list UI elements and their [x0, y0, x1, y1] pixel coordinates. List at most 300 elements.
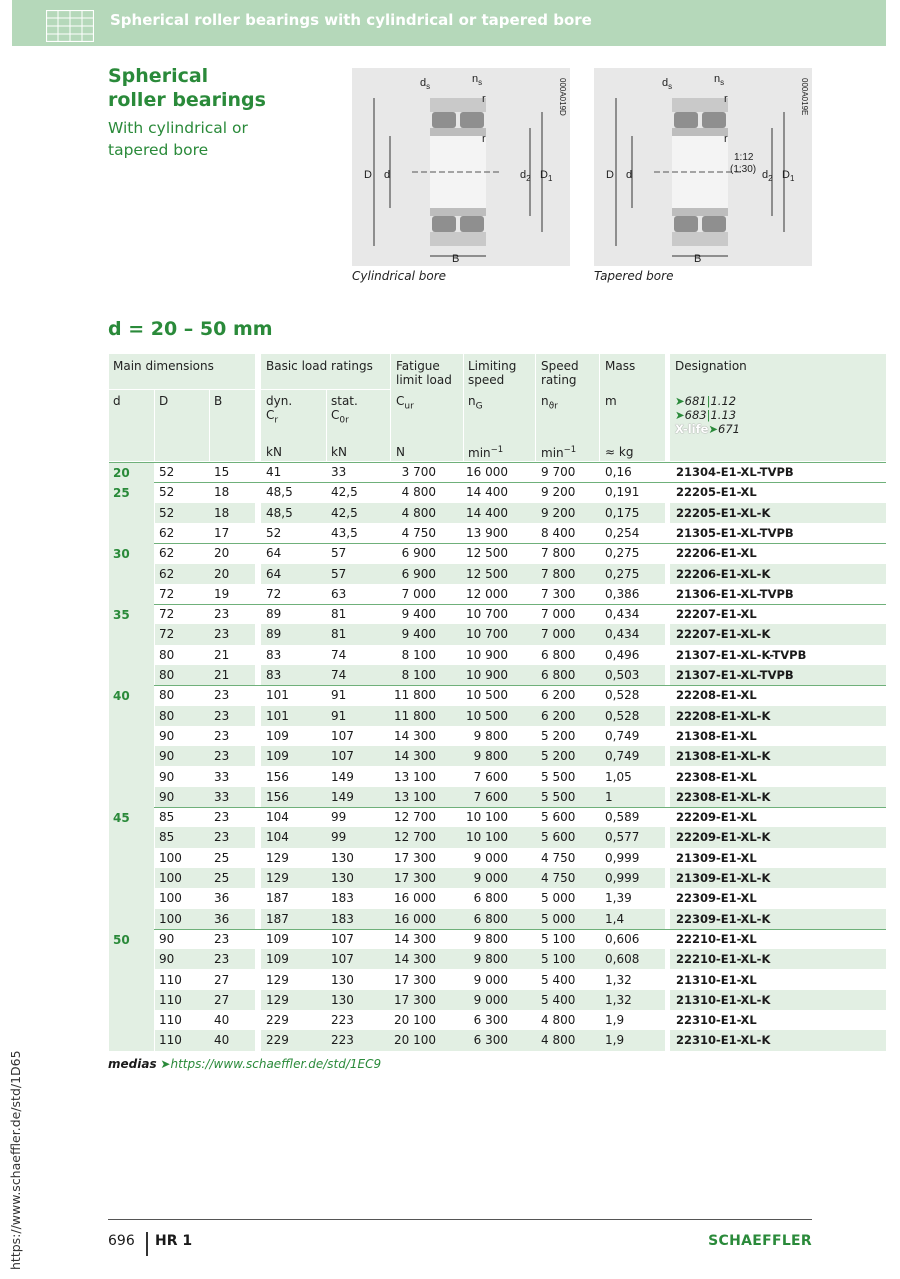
arrow-icon: ➤	[675, 394, 685, 408]
header-col-divider	[535, 354, 536, 461]
table-cell: 0,503	[605, 668, 640, 682]
svg-text:d2: $d_2$	[762, 169, 773, 183]
table-cell: 109	[266, 728, 289, 743]
table-cell: 12 000	[466, 586, 508, 601]
table-cell: 52	[159, 465, 175, 479]
table-cell: 0,434	[605, 627, 640, 642]
svg-text:d: d	[384, 169, 391, 181]
table-cell: 149	[331, 769, 354, 784]
table-cell: 90	[159, 769, 175, 784]
table-cell: 0,191	[605, 485, 640, 500]
ref-683: 683	[684, 408, 707, 422]
table-cell: 129	[266, 992, 289, 1007]
symbol-cur-main: C	[396, 394, 405, 408]
table-cell: 74	[331, 647, 347, 662]
table-cell: 129	[266, 850, 289, 865]
table-cell: 12 500	[466, 546, 508, 561]
figure-cylindrical-bore	[352, 68, 570, 266]
table-cell: 16 000	[394, 911, 436, 926]
d-group-cell	[109, 482, 154, 543]
svg-text:ns: $n_s$	[714, 73, 725, 87]
table-cell: 1,05	[605, 769, 632, 784]
table-cell: 27	[214, 972, 230, 987]
table-cell: 0,608	[605, 952, 640, 967]
table-cell: 101	[266, 708, 289, 723]
table-cell: 63	[331, 586, 347, 601]
table-cell: 23	[214, 810, 230, 825]
table-cell: 1,32	[605, 992, 632, 1007]
table-cell: 129	[266, 972, 289, 987]
table-cell: 7 800	[541, 546, 576, 561]
table-cell: 10 900	[466, 668, 508, 682]
table-cell: 0,528	[605, 688, 640, 703]
designation-references	[675, 394, 740, 436]
symbol-ng	[468, 394, 483, 413]
symbol-ng-main: n	[468, 394, 476, 408]
table-cell: 99	[331, 830, 347, 845]
designation-cell: 22206-E1-XL-K	[676, 566, 771, 581]
table-cell: 5 100	[541, 952, 576, 967]
unit-kg: ≈ kg	[605, 445, 634, 459]
caption-tapered: Tapered bore	[594, 269, 674, 283]
designation-cell: 22310-E1-XL-K	[676, 1033, 771, 1048]
table-cell: 11 800	[394, 708, 436, 723]
table-cell: 27	[214, 992, 230, 1007]
designation-cell: 22308-E1-XL-K	[676, 789, 771, 804]
table-cell: 6 900	[401, 566, 436, 581]
header-fatigue-line-1: Fatigue	[396, 359, 440, 373]
unit-kn-dyn: kN	[266, 445, 282, 459]
table-cell: 17 300	[394, 992, 436, 1007]
svg-text:d2: $d_2$	[520, 169, 531, 183]
designation-cell: 22207-E1-XL	[676, 607, 757, 622]
d-group-label: 25	[113, 486, 130, 501]
table-cell: 183	[331, 891, 354, 906]
designation-cell: 21310-E1-XL-K	[676, 992, 771, 1007]
designation-cell: 21309-E1-XL	[676, 850, 757, 865]
table-cell: 9 200	[541, 505, 576, 520]
table-cell: 8 100	[401, 668, 436, 682]
table-cell: 7 300	[541, 586, 576, 601]
table-cell: 36	[214, 891, 230, 906]
table-cell: 72	[159, 586, 175, 601]
table-cell: 17 300	[394, 972, 436, 987]
header-col-divider	[209, 389, 210, 461]
symbol-c0r-sub: 0r	[339, 415, 349, 426]
table-cell: 17	[214, 525, 230, 540]
page-subtitle	[108, 117, 248, 161]
table-cell: 85	[159, 810, 175, 825]
table-cell: 183	[331, 911, 354, 926]
table-cell: 5 000	[541, 891, 576, 906]
table-cell: 33	[214, 769, 230, 784]
table-cell: 0,999	[605, 850, 640, 865]
header-limiting-line-1: Limiting	[468, 359, 517, 373]
group-divider	[109, 543, 886, 544]
table-cell: 13 900	[466, 525, 508, 540]
table-cell: 43,5	[331, 525, 358, 540]
ref-681: 681	[684, 394, 707, 408]
designation-cell: 22205-E1-XL-K	[676, 505, 771, 520]
table-cell: 0,577	[605, 830, 640, 845]
table-cell: 223	[331, 1013, 354, 1028]
designation-cell: 21309-E1-XL-K	[676, 871, 771, 885]
table-cell: 7 800	[541, 566, 576, 581]
svg-text:B: B	[694, 253, 702, 265]
table-cell: 10 100	[466, 830, 508, 845]
table-cell: 1,32	[605, 972, 632, 987]
designation-cell: 22309-E1-XL-K	[676, 911, 771, 926]
unit-min-speed	[541, 443, 576, 460]
table-cell: 4 750	[541, 850, 576, 865]
symbol-stat-label: stat.	[331, 394, 358, 408]
ref-divider: |	[706, 408, 711, 422]
svg-text:000A019E: 000A019E	[800, 78, 809, 116]
table-cell: 109	[266, 749, 289, 764]
table-cell: 80	[159, 688, 175, 703]
unit-kn-stat: kN	[331, 445, 347, 459]
symbol-m: m	[605, 394, 617, 408]
header-speed-rating	[541, 359, 579, 387]
table-cell: 80	[159, 647, 175, 662]
symbol-nthr	[541, 394, 558, 413]
table-cell: 5 500	[541, 789, 576, 804]
footer-section: HR 1	[155, 1233, 193, 1249]
d-group-cell	[109, 807, 154, 929]
table-cell: 16 000	[466, 465, 508, 479]
d-group-label: 45	[113, 811, 130, 826]
table-cell: 23	[214, 708, 230, 723]
table-cell: 1	[605, 789, 613, 804]
table-cell: 229	[266, 1033, 289, 1048]
table-cell: 7 000	[401, 586, 436, 601]
table-cell: 9 800	[473, 728, 508, 743]
ref-divider: |	[706, 394, 711, 408]
group-divider	[109, 462, 886, 463]
table-cell: 23	[214, 728, 230, 743]
symbol-cr-sub: r	[274, 415, 279, 426]
svg-text:d: d	[626, 169, 633, 181]
table-cell: 62	[159, 525, 175, 540]
table-cell: 100	[159, 850, 182, 865]
symbol-B: B	[214, 394, 223, 408]
medias-url[interactable]: https://www.schaeffler.de/std/1EC9	[170, 1057, 382, 1071]
table-cell: 4 800	[541, 1033, 576, 1048]
table-cell: 9 400	[401, 607, 436, 622]
designation-cell: 22208-E1-XL-K	[676, 708, 771, 723]
table-cell: 130	[331, 972, 354, 987]
svg-text:000A019D: 000A019D	[558, 78, 567, 116]
designation-cell: 22209-E1-XL	[676, 810, 757, 825]
table-cell: 5 400	[541, 972, 576, 987]
table-cell: 3 700	[401, 465, 436, 479]
table-cell: 0,589	[605, 810, 640, 825]
header-col-divider	[326, 389, 327, 461]
table-cell: 107	[331, 931, 354, 946]
table-cell: 1,39	[605, 891, 632, 906]
table-cell: 10 100	[466, 810, 508, 825]
table-cell: 91	[331, 688, 347, 703]
medias-link[interactable]	[108, 1057, 381, 1071]
table-cell: 9 400	[401, 627, 436, 642]
svg-text:ds: $d_s$	[662, 77, 673, 91]
table-cell: 110	[159, 1033, 182, 1048]
table-cell: 7 000	[541, 607, 576, 622]
unit-exp-1: −1	[490, 445, 504, 455]
table-cell: 42,5	[331, 485, 358, 500]
table-cell: 12 700	[394, 830, 436, 845]
page-title-line-2: roller bearings	[108, 89, 266, 111]
page-title-line-1: Spherical	[108, 65, 209, 87]
table-cell: 7 600	[473, 789, 508, 804]
table-cell: 130	[331, 992, 354, 1007]
table-cell: 110	[159, 972, 182, 987]
table-cell: 5 200	[541, 749, 576, 764]
table-cell: 8 100	[401, 647, 436, 662]
table-cell: 101	[266, 688, 289, 703]
table-cell: 5 400	[541, 992, 576, 1007]
designation-cell: 21307-E1-XL-TVPB	[676, 668, 794, 682]
table-cell: 17 300	[394, 850, 436, 865]
table-cell: 62	[159, 546, 175, 561]
designation-cell: 21306-E1-XL-TVPB	[676, 586, 794, 601]
table-cell: 23	[214, 688, 230, 703]
table-cell: 4 750	[401, 525, 436, 540]
symbol-cur	[396, 394, 414, 413]
table-cell: 5 500	[541, 769, 576, 784]
table-cell: 14 300	[394, 749, 436, 764]
svg-text:ns: $n_s$	[472, 73, 483, 87]
group-divider	[109, 929, 886, 930]
table-cell: 80	[159, 708, 175, 723]
table-cell: 107	[331, 728, 354, 743]
table-cell: 33	[331, 465, 347, 479]
table-cell: 14 300	[394, 931, 436, 946]
table-cell: 4 800	[401, 505, 436, 520]
table-cell: 42,5	[331, 505, 358, 520]
table-cell: 14 400	[466, 505, 508, 520]
d-group-cell	[109, 929, 154, 1051]
footer-rule	[108, 1219, 812, 1220]
header-limiting-line-2: speed	[468, 373, 505, 387]
table-cell: 14 300	[394, 728, 436, 743]
svg-text:(1:30): (1:30)	[730, 164, 757, 175]
header-designation: Designation	[675, 359, 747, 373]
table-cell: 52	[159, 505, 175, 520]
designation-cell: 22210-E1-XL	[676, 931, 757, 946]
page-number: 696	[108, 1233, 135, 1249]
table-cell: 0,749	[605, 749, 640, 764]
table-cell: 100	[159, 891, 182, 906]
table-cell: 9 000	[473, 871, 508, 885]
table-cell: 10 500	[466, 688, 508, 703]
table-cell: 5 600	[541, 810, 576, 825]
table-cell: 23	[214, 627, 230, 642]
table-cell: 81	[331, 627, 347, 642]
designation-cell: 22308-E1-XL	[676, 769, 757, 784]
table-cell: 83	[266, 647, 282, 662]
svg-text:r: r	[482, 93, 486, 105]
d-group-cell	[109, 685, 154, 807]
table-cell: 6 200	[541, 688, 576, 703]
table-cell: 110	[159, 992, 182, 1007]
table-cell: 11 800	[394, 688, 436, 703]
side-url[interactable]: https://www.schaeffler.de/std/1D65	[8, 1050, 23, 1270]
table-cell: 90	[159, 931, 175, 946]
header-col-divider	[463, 354, 464, 461]
table-cell: 15	[214, 465, 230, 479]
header-mass: Mass	[605, 359, 636, 373]
header-title: Spherical roller bearings with cylindrical or tapered bore	[110, 11, 592, 29]
unit-exp-2: −1	[563, 445, 577, 455]
table-cell: 91	[331, 708, 347, 723]
header-col-divider	[390, 354, 391, 461]
table-cell: 4 750	[541, 871, 576, 885]
table-cell: 0,254	[605, 525, 640, 540]
table-cell: 80	[159, 668, 175, 682]
table-cell: 89	[266, 627, 282, 642]
table-cell: 9 800	[473, 931, 508, 946]
header-speed-line-2: rating	[541, 373, 577, 387]
range-title: d = 20 – 50 mm	[108, 318, 273, 340]
header-divider	[109, 389, 255, 390]
table-cell: 6 200	[541, 708, 576, 723]
page-subtitle-line-2: tapered bore	[108, 141, 209, 159]
symbol-c0r: C	[331, 408, 340, 422]
table-cell: 156	[266, 769, 289, 784]
designation-cell: 21308-E1-XL	[676, 728, 757, 743]
table-cell: 57	[331, 546, 347, 561]
table-cell: 33	[214, 789, 230, 804]
table-cell: 36	[214, 911, 230, 926]
table-cell: 52	[266, 525, 282, 540]
table-cell: 74	[331, 668, 347, 682]
arrow-icon: ➤	[160, 1057, 171, 1071]
table-cell: 6 800	[541, 647, 576, 662]
table-cell: 14 300	[394, 952, 436, 967]
table-cell: 23	[214, 607, 230, 622]
unit-n: N	[396, 445, 405, 459]
table-cell: 0,496	[605, 647, 640, 662]
header-col-divider	[154, 389, 155, 461]
table-cell: 7 000	[541, 627, 576, 642]
table-cell: 72	[159, 607, 175, 622]
table-cell: 187	[266, 891, 289, 906]
table-cell: 130	[331, 850, 354, 865]
symbol-nthr-main: n	[541, 394, 549, 408]
table-cell: 9 700	[541, 465, 576, 479]
d-group-label: 50	[113, 932, 130, 947]
table-cell: 23	[214, 749, 230, 764]
svg-text:B: B	[452, 253, 460, 265]
table-cell: 0,175	[605, 505, 640, 520]
header-col-divider	[599, 354, 600, 461]
table-cell: 83	[266, 668, 282, 682]
table-cell: 104	[266, 810, 289, 825]
table-cell: 21	[214, 647, 230, 662]
table-cell: 62	[159, 566, 175, 581]
table-cell: 109	[266, 952, 289, 967]
table-cell: 109	[266, 931, 289, 946]
symbol-nthr-sub: ϑr	[548, 401, 558, 412]
symbol-ng-sub: G	[475, 401, 483, 412]
caption-cylindrical: Cylindrical bore	[352, 269, 447, 283]
table-cell: 13 100	[394, 769, 436, 784]
table-cell: 19	[214, 586, 230, 601]
d-group-cell	[109, 462, 154, 482]
ref-1-12: 1.12	[710, 394, 737, 408]
table-cell: 229	[266, 1013, 289, 1028]
table-cell: 41	[266, 465, 282, 479]
arrow-icon: ➤	[675, 408, 685, 422]
table-cell: 23	[214, 952, 230, 967]
table-cell: 6 800	[473, 911, 508, 926]
group-divider	[109, 685, 886, 686]
brand-logo: SCHAEFFLER	[708, 1233, 812, 1249]
page-subtitle-line-1: With cylindrical or	[108, 119, 248, 137]
header-main-dimensions: Main dimensions	[113, 359, 214, 373]
designation-cell: 22208-E1-XL	[676, 688, 757, 703]
table-cell: 89	[266, 607, 282, 622]
table-cell: 13 100	[394, 789, 436, 804]
header-fatigue-limit-load	[396, 359, 452, 387]
designation-cell: 21308-E1-XL-K	[676, 749, 771, 764]
table-cell: 5 200	[541, 728, 576, 743]
designation-cell: 21310-E1-XL	[676, 972, 757, 987]
unit-min-1: min	[468, 446, 491, 460]
header-limiting-speed	[468, 359, 516, 387]
table-cell: 0,999	[605, 871, 640, 885]
table-cell: 10 900	[466, 647, 508, 662]
table-cell: 9 000	[473, 992, 508, 1007]
svg-text:D: D	[364, 169, 372, 181]
table-cell: 10 700	[466, 607, 508, 622]
table-cell: 0,16	[605, 465, 632, 479]
table-cell: 18	[214, 505, 230, 520]
table-cell: 14 400	[466, 485, 508, 500]
svg-text:r: r	[482, 133, 486, 145]
designation-cell: 21305-E1-XL-TVPB	[676, 525, 794, 540]
xlife-logo: X-life	[675, 422, 709, 436]
table-cell: 72	[266, 586, 282, 601]
svg-text:D: D	[606, 169, 614, 181]
table-cell: 1,9	[605, 1013, 625, 1028]
symbol-cr: C	[266, 408, 275, 422]
table-cell: 18	[214, 485, 230, 500]
table-cell: 10 700	[466, 627, 508, 642]
designation-cell: 22209-E1-XL-K	[676, 830, 771, 845]
table-cell: 100	[159, 911, 182, 926]
page-title	[108, 64, 266, 112]
table-cell: 6 300	[473, 1013, 508, 1028]
d-group-label: 30	[113, 547, 130, 562]
table-cell: 20	[214, 546, 230, 561]
ref-671: 671	[718, 422, 740, 436]
table-cell: 48,5	[266, 485, 293, 500]
header-speed-line-1: Speed	[541, 359, 579, 373]
svg-text:D1: $D_1$	[782, 169, 795, 183]
table-cell: 40	[214, 1013, 230, 1028]
table-cell: 149	[331, 789, 354, 804]
table-cell: 90	[159, 749, 175, 764]
group-divider	[109, 807, 886, 808]
table-cell: 90	[159, 952, 175, 967]
table-cell: 1,4	[605, 911, 625, 926]
table-cell: 156	[266, 789, 289, 804]
table-cell: 187	[266, 911, 289, 926]
designation-cell: 21304-E1-XL-TVPB	[676, 465, 794, 479]
designation-cell: 22309-E1-XL	[676, 891, 757, 906]
